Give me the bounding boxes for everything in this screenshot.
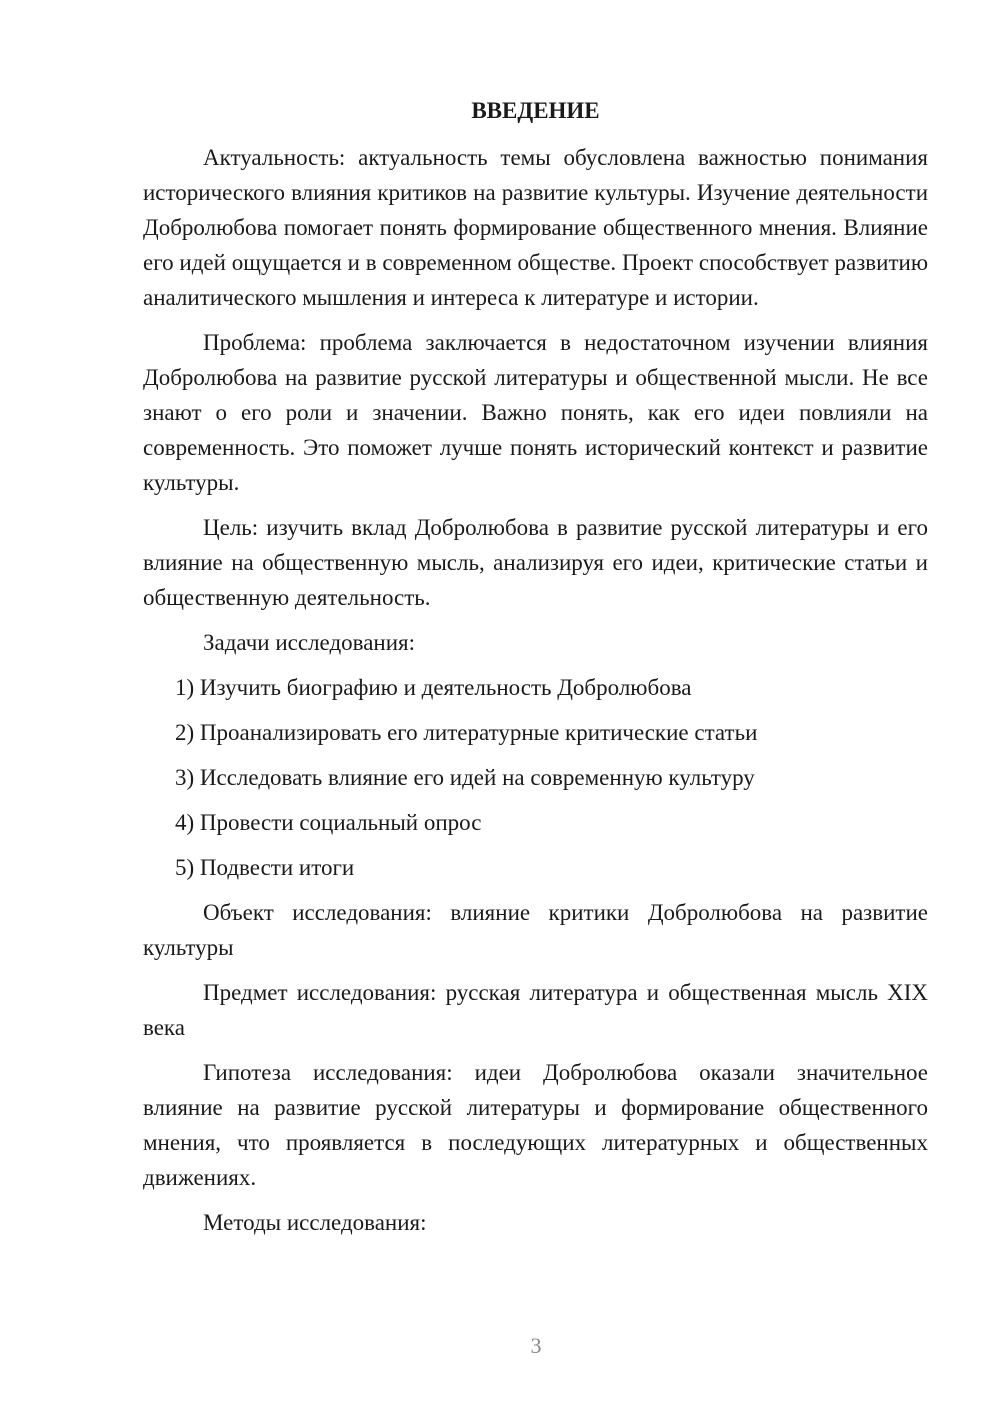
task-item: 4) Провести социальный опрос: [175, 810, 482, 835]
section-title: ВВЕДЕНИЕ: [471, 98, 600, 123]
object-paragraph: Объект исследования: влияние критики Добролюбова на развитие культуры: [143, 900, 928, 960]
task-item: 1) Изучить биографию и деятельность Добролюбова: [175, 675, 692, 700]
document-body: [143, 96, 928, 1250]
task-item: 3) Исследовать влияние его идей на современную культуру: [175, 765, 755, 790]
problem-paragraph: Проблема: проблема заключается в недостаточном изучении влияния Добролюбова на развитие русской литературы и общественной мысли. Не все знают о его роли и значении. Важно понять, как его идеи повлияли на современность. Это поможет лучше понять исторический контекст и развитие культуры.: [143, 330, 928, 495]
hypothesis-paragraph: Гипотеза исследования: идеи Добролюбова оказали значительное влияние на развитие русской литературы и формирование общественного мнения, что проявляется в последующих литературных и общественных движениях.: [143, 1060, 928, 1190]
page-number: 3: [530, 1333, 542, 1358]
goal-paragraph: Цель: изучить вклад Добролюбова в развитие русской литературы и его влияние на общественную мысль, анализируя его идеи, критические статьи и общественную деятельность.: [143, 515, 928, 610]
tasks-heading: Задачи исследования:: [203, 630, 416, 655]
methods-heading: Методы исследования:: [203, 1210, 427, 1235]
relevance-paragraph: Актуальность: актуальность темы обусловлена важностью понимания исторического влияния критиков на развитие культуры. Изучение деятельности Добролюбова помогает понять формирование общественного мнения. Влияние его идей ощущается и в современном обществе. Проект способствует развитию аналитического мышления и интереса к литературе и истории.: [143, 145, 928, 310]
task-item: 2) Проанализировать его литературные критические статьи: [175, 720, 758, 745]
subject-paragraph: Предмет исследования: русская литература и общественная мысль XIX века: [143, 980, 928, 1040]
task-item: 5) Подвести итоги: [175, 855, 355, 880]
